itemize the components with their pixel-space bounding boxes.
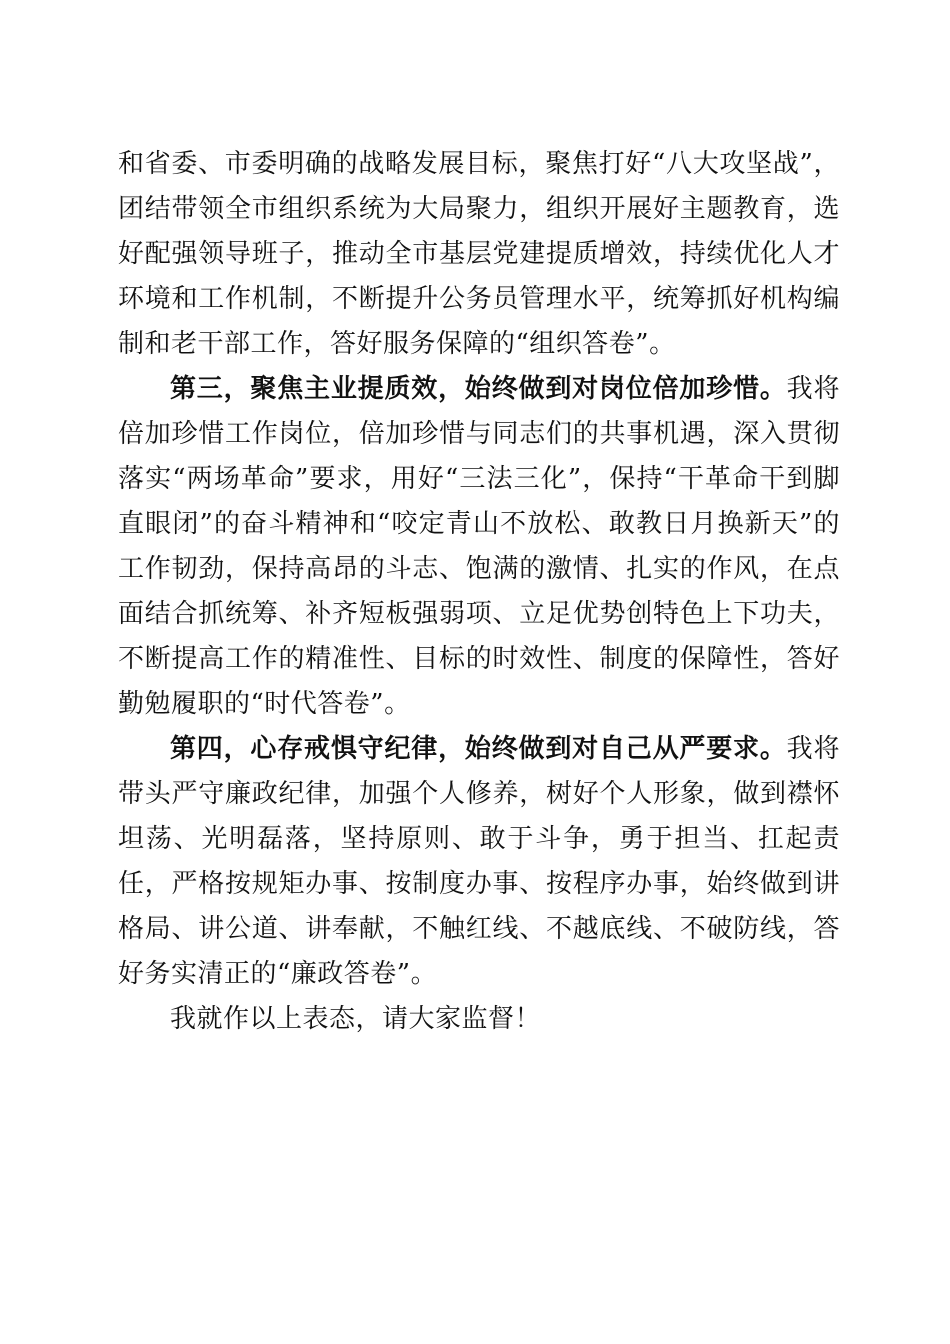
paragraph-continuation (118, 142, 840, 367)
paragraph-heading: 第四，心存戒惧守纪律，始终做到对自己从严要求。 (170, 734, 787, 764)
paragraph-closing (118, 997, 840, 1042)
paragraph-heading: 第三，聚焦主业提质效，始终做到对岗位倍加珍惜。 (170, 374, 787, 404)
paragraph-fourth-point (118, 727, 840, 997)
paragraph-text: 我将带头严守廉政纪律，加强个人修养，树好个人形象，做到襟怀坦荡、光明磊落，坚持原则、敢于斗争，勇于担当、扛起责任，严格按规矩办事、按制度办事、按程序办事，始终做到讲格局、讲公道、讲奉献，不触红线、不越底线、不破防线，答好务实清正的“廉政答卷”。 (118, 734, 840, 989)
paragraph-text: 我将倍加珍惜工作岗位，倍加珍惜与同志们的共事机遇，深入贯彻落实“两场革命”要求，用好“三法三化”，保持“干革命干到脚直眼闭”的奋斗精神和“咬定青山不放松、敢教日月换新天”的工作韧劲，保持高昂的斗志、饱满的激情、扎实的作风，在点面结合抓统筹、补齐短板强弱项、立足优势创特色上下功夫，不断提高工作的精准性、目标的时效性、制度的保障性，答好勤勉履职的“时代答卷”。 (118, 374, 840, 719)
document-body (118, 142, 840, 1042)
paragraph-text: 和省委、市委明确的战略发展目标，聚焦打好“八大攻坚战”，团结带领全市组织系统为大局聚力，组织开展好主题教育，选好配强领导班子，推动全市基层党建提质增效，持续优化人才环境和工作机制，不断提升公务员管理水平，统筹抓好机构编制和老干部工作，答好服务保障的“组织答卷”。 (118, 149, 840, 359)
paragraph-third-point (118, 367, 840, 727)
paragraph-text: 我就作以上表态，请大家监督！ (170, 1004, 542, 1034)
